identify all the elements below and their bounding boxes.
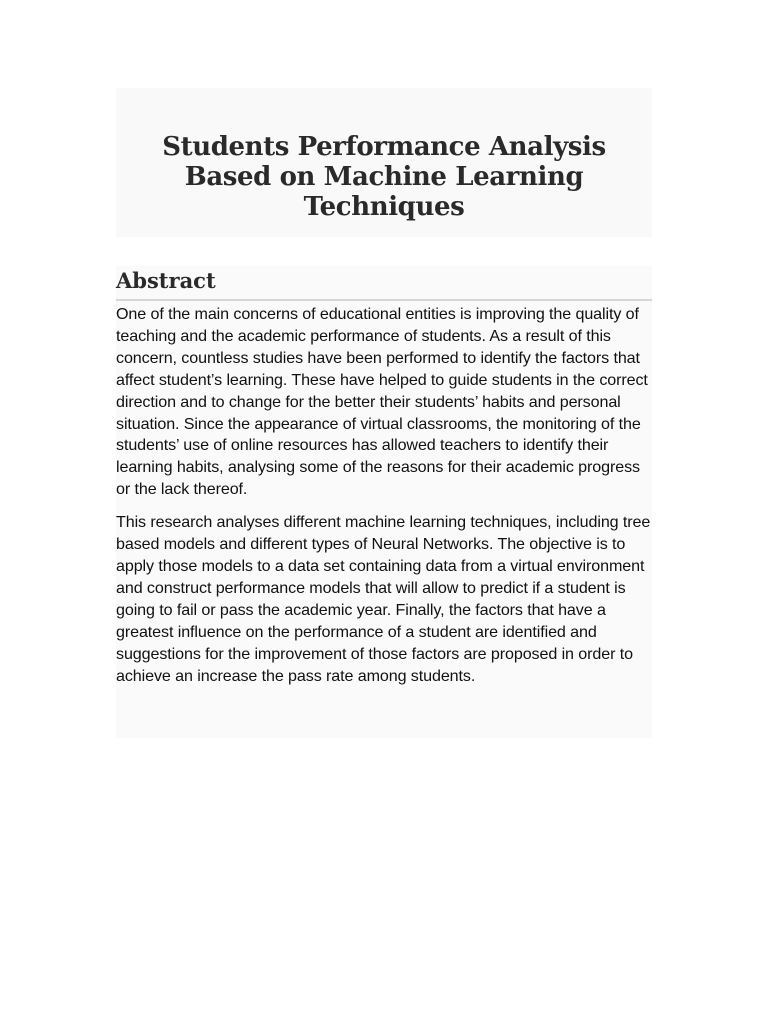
- title-block: [116, 88, 652, 237]
- abstract-section: [116, 266, 652, 738]
- abstract-paragraph-2: This research analyses different machine learning techniques, including tree based models and different types of Neural Networks. The objective is to apply those models to a data set containing data from a virtual environment and construct performance models that will allow to predict if a student is going to fail or pass the academic year. Finally, the factors that have a greatest influence on the performance of a student are identified and suggestions for the improvement of those factors are proposed in order to achieve an increase the pass rate among students.: [116, 513, 651, 685]
- abstract-heading: Abstract: [116, 266, 652, 301]
- abstract-paragraph-1: One of the main concerns of educational entities is improving the quality of teaching and the academic performance of students. As a result of this concern, countless studies have been performed to identify the factors that affect student’s learning. These have helped to guide students in the correct direction and to change for the better their students’ habits and personal situation. Since the appearance of virtual classrooms, the monitoring of the students’ use of online resources has allowed teachers to identify their learning habits, analysing some of the reasons for their academic progress or the lack thereof.: [116, 305, 648, 499]
- document-title: Students Performance Analysis Based on Machine Learning Techniques: [162, 132, 606, 222]
- abstract-body: [116, 301, 652, 687]
